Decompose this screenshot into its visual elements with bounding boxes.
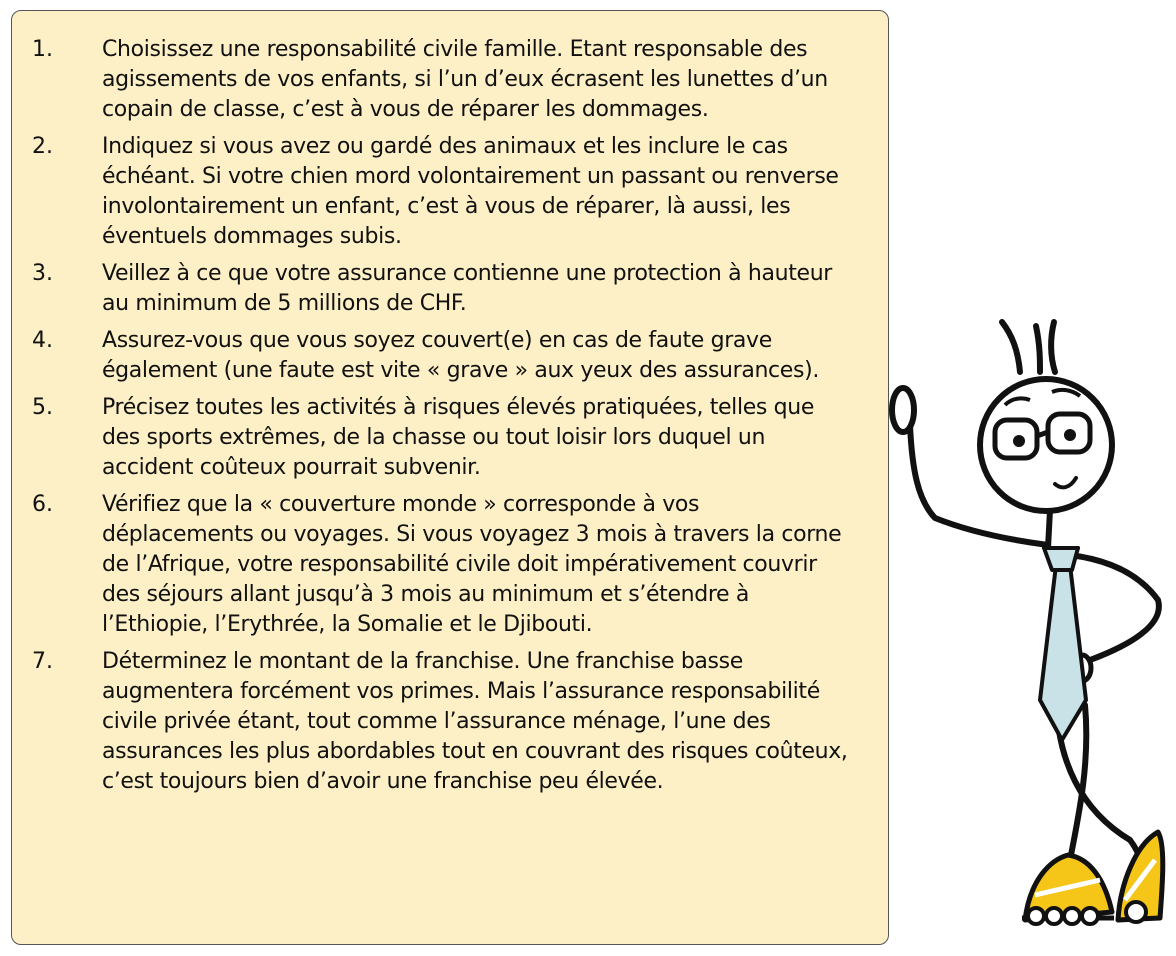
item-number: 3. — [32, 261, 53, 286]
item-text: Veillez à ce que votre assurance contienne une protection à hauteur au minimum de 5 millions de CHF. — [102, 261, 832, 316]
item-number: 5. — [32, 395, 53, 420]
list-item — [12, 326, 888, 386]
hair-strand — [1036, 326, 1040, 372]
hair-strand — [1051, 322, 1055, 372]
item-text: Assurez-vous que vous soyez couvert(e) en cas de faute grave également (une faute est vite « grave » aux yeux des assurances). — [102, 328, 819, 383]
eye — [1064, 429, 1076, 441]
tips-list — [12, 35, 888, 804]
list-item — [12, 393, 888, 483]
tie-knot — [1044, 548, 1078, 570]
item-text: Précisez toutes les activités à risques élevés pratiquées, telles que des sports extrêmes, de la chasse ou tout loisir lors duquel un accident coûteux pourrait subvenir. — [102, 395, 815, 480]
list-item — [12, 132, 888, 252]
stick-figure-illustration — [884, 310, 1176, 950]
tie — [1040, 548, 1086, 740]
tips-card — [11, 10, 889, 945]
item-number: 7. — [32, 649, 53, 674]
right-shoe — [1118, 832, 1163, 922]
list-item — [12, 35, 888, 125]
item-text: Vérifiez que la « couverture monde » corresponde à vos déplacements ou voyages. Si vous voyagez 3 mois à travers la corne de l’Afrique, votre responsabilité civile doit impérativement couvrir des séjours allant jusqu’à 3 mois au minimum et s’étendre à l’Ethiopie, l’Erythrée, la Somalie et le Djibouti. — [102, 492, 842, 637]
item-text: Choisissez une responsabilité civile famille. Etant responsable des agissements de vos enfants, si l’un d’eux écrasent les lunettes d’un copain de classe, c’est à vous de réparer les dommages. — [102, 37, 828, 122]
neck — [1048, 510, 1050, 548]
item-text: Déterminez le montant de la franchise. Une franchise basse augmentera forcément vos primes. Mais l’assurance responsabilité civile privée étant, tout comme l’assurance ménage, l’une des assurances les plus abordables tout en couvrant des risques coûteux, c’est toujours bien d’avoir une franchise peu élevée. — [102, 649, 848, 794]
item-text: Indiquez si vous avez ou gardé des animaux et les inclure le cas échéant. Si votre chien mord volontairement un passant ou renverse involontairement un enfant, c’est à vous de réparer, là aussi, les éventuels dommages subis. — [102, 134, 839, 249]
item-number: 6. — [32, 492, 53, 517]
eye — [1013, 435, 1025, 447]
item-number: 2. — [32, 134, 53, 159]
item-number: 4. — [32, 328, 53, 353]
hair-strand — [1002, 322, 1020, 372]
item-number: 1. — [32, 37, 53, 62]
list-item — [12, 490, 888, 640]
left-shoe — [1022, 855, 1114, 924]
list-item — [12, 647, 888, 797]
hand — [892, 388, 914, 432]
hip-arm — [1070, 555, 1159, 660]
list-item — [12, 259, 888, 319]
